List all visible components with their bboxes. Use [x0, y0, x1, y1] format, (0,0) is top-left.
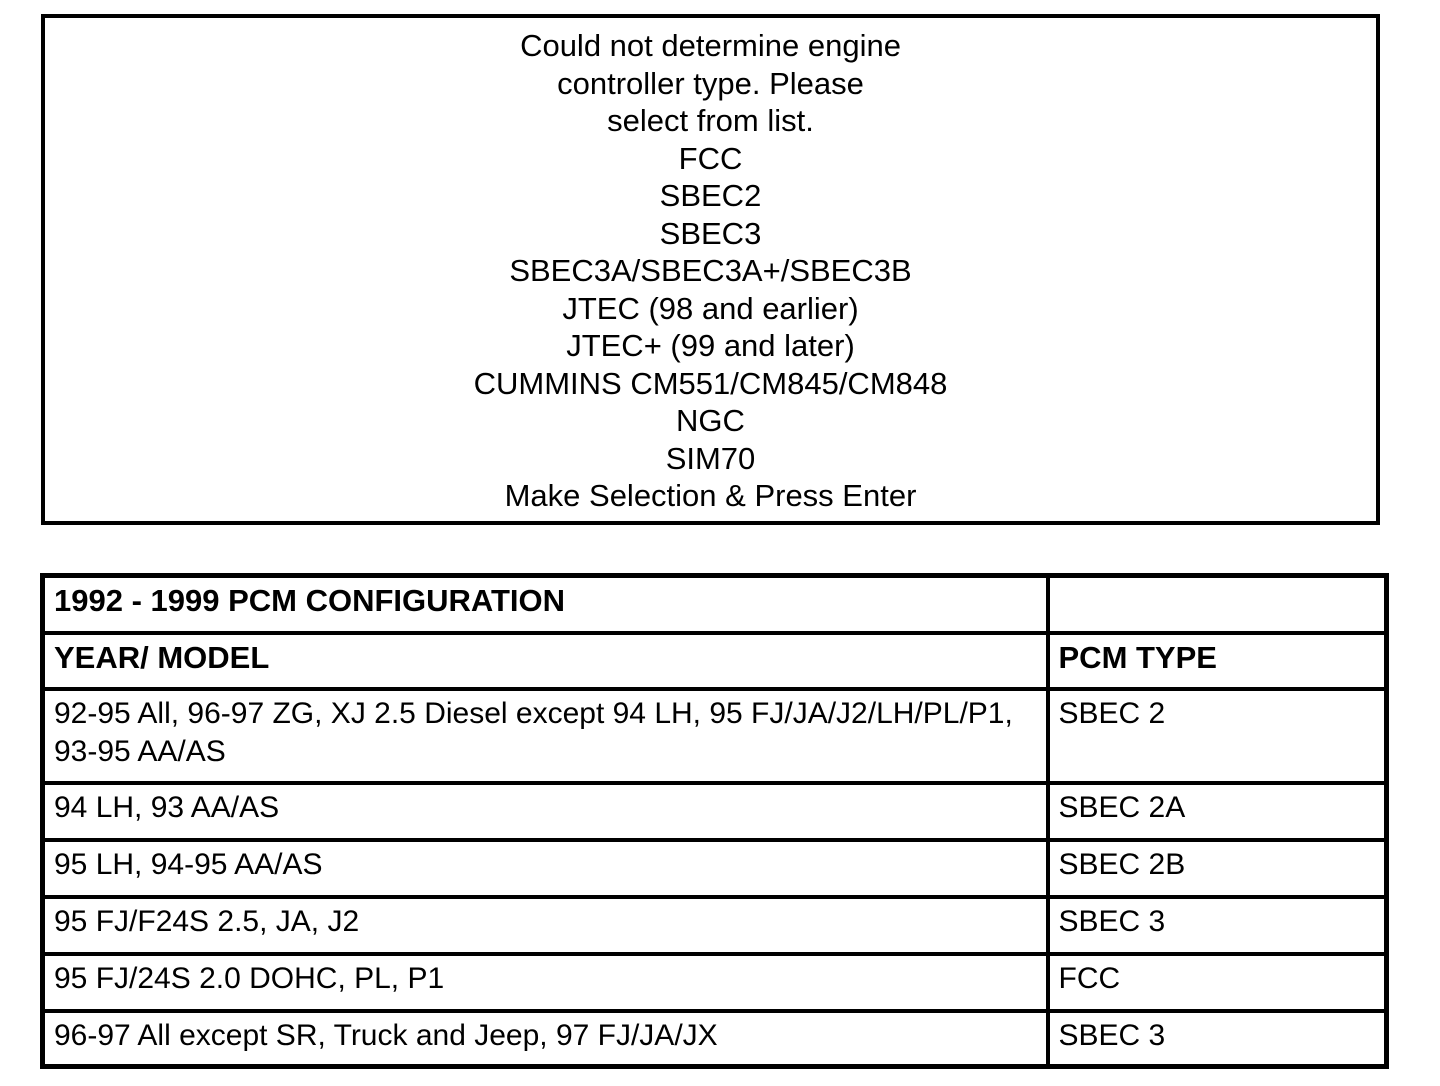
- controller-option-cummins: CUMMINS CM551/CM845/CM848: [473, 365, 948, 401]
- column-header-pcm-type: PCM TYPE: [1048, 633, 1387, 689]
- year-model-cell: 95 LH, 94-95 AA/AS: [43, 840, 1048, 897]
- year-model-cell: 92-95 All, 96-97 ZG, XJ 2.5 Diesel except 94 LH, 95 FJ/JA/J2/LH/PL/P1, 93-95 AA/AS: [43, 689, 1048, 783]
- controller-option-ngc: NGC: [676, 403, 745, 438]
- scan-tool-message-box: [41, 14, 1380, 525]
- controller-option-sim70: SIM70: [665, 440, 756, 476]
- pcm-type-cell: SBEC 2A: [1048, 783, 1387, 840]
- year-model-cell: 95 FJ/24S 2.0 DOHC, PL, P1: [43, 954, 1048, 1011]
- year-model-cell: 96-97 All except SR, Truck and Jeep, 97 FJ/JA/JX: [43, 1011, 1048, 1067]
- table-title-row: [43, 576, 1387, 633]
- controller-option-fcc: FCC: [678, 140, 743, 176]
- table-row: [43, 840, 1387, 897]
- pcm-type-cell: SBEC 3: [1048, 897, 1387, 954]
- pcm-type-cell: SBEC 3: [1048, 1011, 1387, 1067]
- pcm-type-cell: SBEC 2B: [1048, 840, 1387, 897]
- year-model-cell: 94 LH, 93 AA/AS: [43, 783, 1048, 840]
- table-title: 1992 - 1999 PCM CONFIGURATION: [43, 576, 1048, 633]
- table-row: [43, 783, 1387, 840]
- controller-option-sbec3: SBEC3: [659, 215, 762, 251]
- controller-option-sbec2: SBEC2: [659, 178, 762, 213]
- message-prompt-line: Make Selection & Press Enter: [504, 478, 917, 513]
- message-line: Could not determine engine: [520, 28, 901, 63]
- message-line: select from list.: [607, 103, 814, 138]
- year-model-cell: 95 FJ/F24S 2.5, JA, J2: [43, 897, 1048, 954]
- column-header-year-model: YEAR/ MODEL: [43, 633, 1048, 689]
- pcm-type-cell: FCC: [1048, 954, 1387, 1011]
- table-row: [43, 897, 1387, 954]
- pcm-configuration-table: [40, 573, 1389, 1069]
- table-title-empty-cell: [1048, 576, 1387, 633]
- pcm-type-cell: SBEC 2: [1048, 689, 1387, 783]
- table-row: [43, 689, 1387, 783]
- table-row: [43, 954, 1387, 1011]
- controller-option-jtec-plus: JTEC+ (99 and later): [566, 328, 855, 363]
- controller-option-jtec: JTEC (98 and earlier): [562, 290, 859, 326]
- table-row: [43, 1011, 1387, 1067]
- controller-option-sbec3a: SBEC3A/SBEC3A+/SBEC3B: [509, 253, 912, 288]
- table-header-row: [43, 633, 1387, 689]
- message-line: controller type. Please: [557, 65, 864, 101]
